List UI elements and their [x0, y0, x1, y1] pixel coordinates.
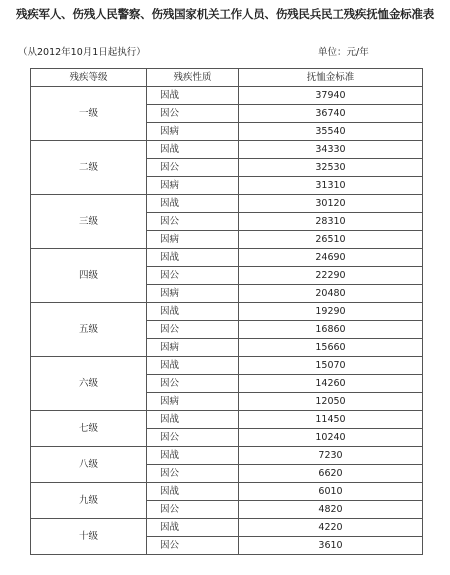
- disability-nature-cell: 因战: [147, 141, 239, 159]
- table-row: [31, 87, 423, 105]
- disability-nature-cell: 因战: [147, 519, 239, 537]
- pension-amount-cell: 6620: [239, 465, 423, 483]
- pension-amount-cell: 36740: [239, 105, 423, 123]
- pension-amount-cell: 15660: [239, 339, 423, 357]
- disability-nature-cell: 因公: [147, 465, 239, 483]
- pension-amount-cell: 4220: [239, 519, 423, 537]
- disability-nature-cell: 因病: [147, 285, 239, 303]
- disability-nature-cell: 因公: [147, 321, 239, 339]
- disability-nature-cell: 因病: [147, 177, 239, 195]
- pension-amount-cell: 4820: [239, 501, 423, 519]
- pension-amount-cell: 14260: [239, 375, 423, 393]
- disability-level-cell: 二级: [31, 141, 147, 195]
- pension-standard-table: [30, 68, 423, 555]
- disability-nature-cell: 因公: [147, 267, 239, 285]
- disability-level-cell: 九级: [31, 483, 147, 519]
- disability-nature-cell: 因公: [147, 159, 239, 177]
- disability-nature-cell: 因战: [147, 411, 239, 429]
- table-row: [31, 447, 423, 465]
- pension-amount-cell: 34330: [239, 141, 423, 159]
- table-row: [31, 141, 423, 159]
- pension-amount-cell: 28310: [239, 213, 423, 231]
- disability-nature-cell: 因战: [147, 357, 239, 375]
- pension-amount-cell: 7230: [239, 447, 423, 465]
- unit-note: 单位：元/年: [318, 47, 369, 58]
- disability-nature-cell: 因战: [147, 195, 239, 213]
- header-disability-nature: 残疾性质: [147, 69, 239, 87]
- disability-nature-cell: 因公: [147, 537, 239, 555]
- table-body: [31, 87, 423, 555]
- disability-nature-cell: 因公: [147, 429, 239, 447]
- table-row: [31, 249, 423, 267]
- disability-nature-cell: 因战: [147, 87, 239, 105]
- disability-level-cell: 四级: [31, 249, 147, 303]
- document-title: 残疾军人、伤残人民警察、伤残国家机关工作人员、伤残民兵民工残疾抚恤金标准表: [15, 7, 435, 21]
- pension-amount-cell: 35540: [239, 123, 423, 141]
- pension-amount-cell: 19290: [239, 303, 423, 321]
- disability-level-cell: 一级: [31, 87, 147, 141]
- disability-level-cell: 六级: [31, 357, 147, 411]
- table-row: [31, 357, 423, 375]
- disability-nature-cell: 因病: [147, 339, 239, 357]
- pension-amount-cell: 30120: [239, 195, 423, 213]
- header-disability-level: 残疾等级: [31, 69, 147, 87]
- disability-nature-cell: 因病: [147, 393, 239, 411]
- disability-nature-cell: 因战: [147, 249, 239, 267]
- pension-amount-cell: 37940: [239, 87, 423, 105]
- disability-nature-cell: 因战: [147, 483, 239, 501]
- pension-amount-cell: 20480: [239, 285, 423, 303]
- table-row: [31, 195, 423, 213]
- table-row: [31, 483, 423, 501]
- disability-nature-cell: 因战: [147, 303, 239, 321]
- header-pension-amount: 抚恤金标准: [239, 69, 423, 87]
- disability-nature-cell: 因公: [147, 501, 239, 519]
- disability-level-cell: 三级: [31, 195, 147, 249]
- effective-date-note: （从2012年10月1日起执行）: [18, 47, 146, 58]
- disability-nature-cell: 因公: [147, 375, 239, 393]
- pension-amount-cell: 15070: [239, 357, 423, 375]
- pension-amount-cell: 32530: [239, 159, 423, 177]
- table-row: [31, 411, 423, 429]
- disability-nature-cell: 因公: [147, 213, 239, 231]
- pension-amount-cell: 22290: [239, 267, 423, 285]
- disability-level-cell: 五级: [31, 303, 147, 357]
- disability-nature-cell: 因病: [147, 123, 239, 141]
- pension-amount-cell: 16860: [239, 321, 423, 339]
- pension-amount-cell: 3610: [239, 537, 423, 555]
- pension-amount-cell: 11450: [239, 411, 423, 429]
- table-header-row: [31, 69, 423, 87]
- pension-amount-cell: 12050: [239, 393, 423, 411]
- disability-nature-cell: 因战: [147, 447, 239, 465]
- table-row: [31, 303, 423, 321]
- disability-nature-cell: 因病: [147, 231, 239, 249]
- disability-nature-cell: 因公: [147, 105, 239, 123]
- disability-level-cell: 十级: [31, 519, 147, 555]
- pension-amount-cell: 26510: [239, 231, 423, 249]
- disability-level-cell: 七级: [31, 411, 147, 447]
- disability-level-cell: 八级: [31, 447, 147, 483]
- pension-amount-cell: 31310: [239, 177, 423, 195]
- pension-amount-cell: 10240: [239, 429, 423, 447]
- pension-amount-cell: 24690: [239, 249, 423, 267]
- pension-amount-cell: 6010: [239, 483, 423, 501]
- table-row: [31, 519, 423, 537]
